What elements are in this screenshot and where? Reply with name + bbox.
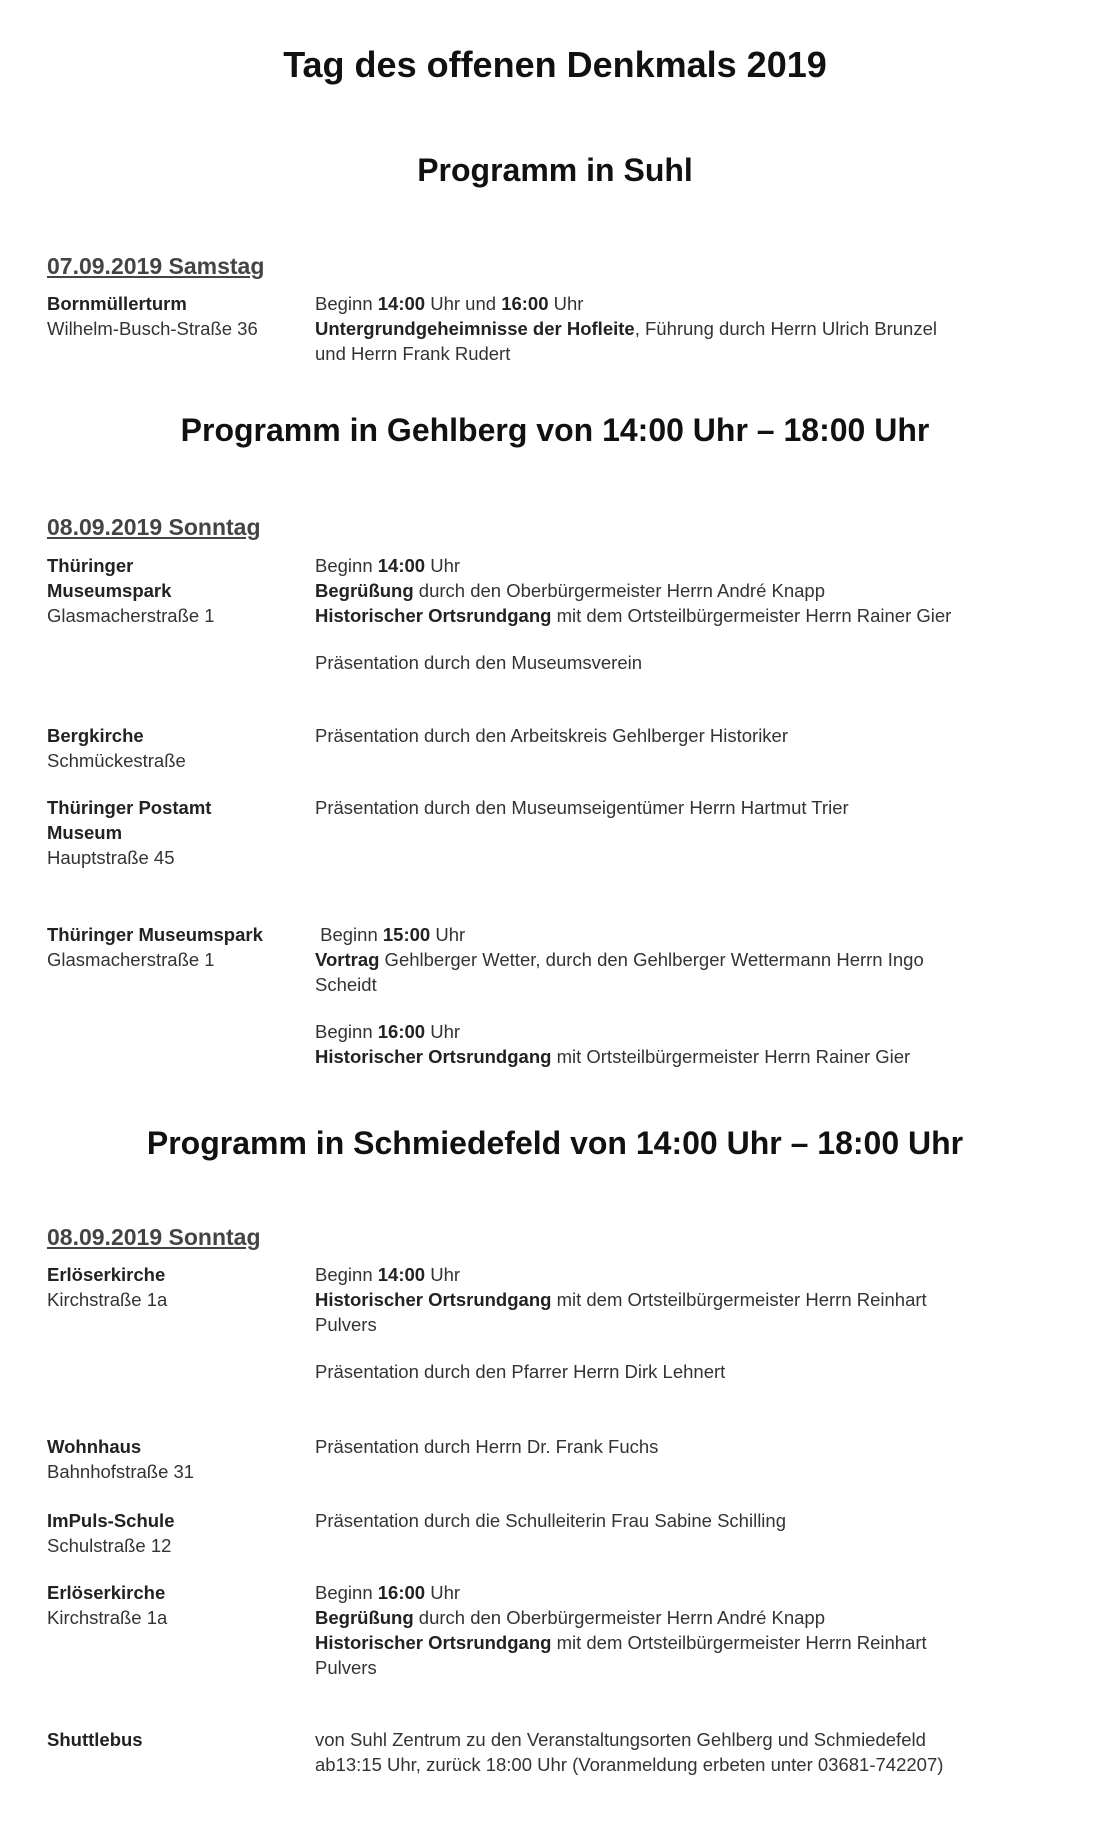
description-line: [315, 1044, 1075, 1069]
text: Präsentation durch den Museumseigentümer Herrn Hartmut Trier: [315, 797, 849, 818]
text: Uhr: [425, 1264, 461, 1285]
bold-text: 16:00: [377, 1582, 426, 1603]
text: Uhr: [425, 1582, 461, 1603]
text: Beginn: [315, 1021, 378, 1042]
location-name: Bergkirche: [47, 725, 144, 746]
paragraph-gap: [315, 1337, 1075, 1359]
description-line: [315, 341, 1075, 366]
description-line: [315, 922, 1075, 947]
event-description: [315, 795, 1075, 820]
description-line: [315, 1359, 1075, 1384]
location-name: Thüringer Postamt: [47, 797, 212, 818]
bold-text: 14:00: [377, 555, 426, 576]
location-name: Thüringer: [47, 555, 134, 576]
bold-text: Historischer Ortsrundgang: [315, 1046, 552, 1067]
description-line: [315, 1312, 1075, 1337]
location-name: Wohnhaus: [47, 1436, 142, 1457]
description-line: [315, 723, 1075, 748]
event-description: [315, 1508, 1075, 1533]
bold-text: Vortrag: [315, 949, 380, 970]
event-description: [315, 1727, 1075, 1777]
text: Uhr und: [425, 293, 502, 314]
description-line: [315, 1727, 1075, 1752]
bold-text: 16:00: [377, 1021, 426, 1042]
description-line: [315, 947, 1075, 972]
text: Präsentation durch den Arbeitskreis Gehlberger Historiker: [315, 725, 789, 746]
location-block: [47, 1262, 317, 1312]
text: mit dem Ortsteilbürgermeister Herrn Rainer Gier: [551, 605, 952, 626]
location-name: Bornmüllerturm: [47, 293, 187, 314]
location-block: [47, 723, 317, 773]
section-date: 08.09.2019 Sonntag: [47, 514, 261, 540]
event-description: [315, 723, 1075, 748]
location-address: Bahnhofstraße 31: [47, 1461, 195, 1482]
paragraph-gap: [315, 628, 1075, 650]
bold-text: 16:00: [501, 293, 549, 314]
event-description: [315, 1262, 1075, 1384]
text: Gehlberger Wetter, durch den Gehlberger Wettermann Herrn Ingo: [379, 949, 924, 970]
location-address: Wilhelm-Busch-Straße 36: [47, 318, 258, 339]
location-name: ImPuls-Schule: [47, 1510, 175, 1531]
description-line: [315, 1287, 1075, 1312]
text: Uhr: [425, 1021, 461, 1042]
bold-text: Historischer Ortsrundgang: [315, 1632, 552, 1653]
text: Beginn: [315, 1582, 378, 1603]
description-line: [315, 1752, 1075, 1777]
description-line: [315, 1019, 1075, 1044]
description-line: [315, 1580, 1075, 1605]
page-title: Tag des offenen Denkmals 2019: [283, 44, 827, 85]
location-block: [47, 1508, 317, 1558]
text: Präsentation durch Herrn Dr. Frank Fuchs: [315, 1436, 659, 1457]
bold-text: Historischer Ortsrundgang: [315, 1289, 552, 1310]
event-description: [315, 553, 1075, 675]
section-date: 07.09.2019 Samstag: [47, 253, 265, 279]
location-name: Shuttlebus: [47, 1729, 143, 1750]
location-block: [47, 553, 317, 628]
location-address: Schmückestraße: [47, 750, 186, 771]
location-name: Museumspark: [47, 580, 172, 601]
description-line: [315, 1630, 1075, 1655]
text: , Führung durch Herrn Ulrich Brunzel: [634, 318, 937, 339]
text: Beginn: [315, 293, 378, 314]
bold-text: 14:00: [377, 293, 426, 314]
bold-text: Untergrundgeheimnisse der Hofleite: [315, 318, 635, 339]
location-address: Glasmacherstraße 1: [47, 605, 215, 626]
description-line: [315, 316, 1075, 341]
text: durch den Oberbürgermeister Herrn André Knapp: [413, 1607, 825, 1628]
description-line: [315, 291, 1075, 316]
section-title: Programm in Suhl: [417, 152, 693, 188]
description-line: [315, 1262, 1075, 1287]
description-line: [315, 1434, 1075, 1459]
bold-text: Begrüßung: [315, 1607, 414, 1628]
section-title: Programm in Gehlberg von 14:00 Uhr – 18:00 Uhr: [180, 412, 930, 448]
event-description: [315, 1580, 1075, 1680]
location-name: Thüringer Museumspark: [47, 924, 263, 945]
description-line: [315, 1508, 1075, 1533]
description-line: [315, 795, 1075, 820]
description-line: [315, 972, 1075, 997]
location-name: Erlöserkirche: [47, 1582, 166, 1603]
text: Beginn: [315, 555, 378, 576]
location-address: Glasmacherstraße 1: [47, 949, 215, 970]
section-date: 08.09.2019 Sonntag: [47, 1224, 261, 1250]
location-name: Museum: [47, 822, 123, 843]
location-name: Erlöserkirche: [47, 1264, 166, 1285]
text: Pulvers: [315, 1657, 377, 1678]
description-line: [315, 578, 1075, 603]
text: Uhr: [430, 924, 466, 945]
description-line: [315, 650, 1075, 675]
description-line: [315, 553, 1075, 578]
text: Scheidt: [315, 974, 377, 995]
text: mit dem Ortsteilbürgermeister Herrn Reinhart: [551, 1289, 927, 1310]
location-address: Kirchstraße 1a: [47, 1607, 168, 1628]
text: Beginn: [315, 924, 383, 945]
event-description: [315, 1434, 1075, 1459]
location-block: [47, 291, 317, 341]
text: durch den Oberbürgermeister Herrn André Knapp: [413, 580, 825, 601]
text: Uhr: [425, 555, 461, 576]
location-block: [47, 1434, 317, 1484]
paragraph-gap: [315, 997, 1075, 1019]
bold-text: Begrüßung: [315, 580, 414, 601]
location-address: Kirchstraße 1a: [47, 1289, 168, 1310]
event-description: [315, 922, 1075, 1069]
text: Präsentation durch den Museumsverein: [315, 652, 643, 673]
text: Pulvers: [315, 1314, 377, 1335]
bold-text: 14:00: [377, 1264, 426, 1285]
description-line: [315, 1655, 1075, 1680]
text: Präsentation durch die Schulleiterin Frau Sabine Schilling: [315, 1510, 786, 1531]
bold-text: Historischer Ortsrundgang: [315, 605, 552, 626]
text: ab13:15 Uhr, zurück 18:00 Uhr (Voranmeldung erbeten unter 03681-742207): [315, 1754, 944, 1775]
location-address: Schulstraße 12: [47, 1535, 172, 1556]
text: Präsentation durch den Pfarrer Herrn Dirk Lehnert: [315, 1361, 726, 1382]
text: von Suhl Zentrum zu den Veranstaltungsorten Gehlberg und Schmiedefeld: [315, 1729, 926, 1750]
description-line: [315, 603, 1075, 628]
location-block: [47, 1727, 317, 1752]
description-line: [315, 1605, 1075, 1630]
location-block: [47, 795, 317, 870]
text: Uhr: [548, 293, 584, 314]
location-address: Hauptstraße 45: [47, 847, 175, 868]
location-block: [47, 1580, 317, 1630]
text: Beginn: [315, 1264, 378, 1285]
text: und Herrn Frank Rudert: [315, 343, 511, 364]
location-block: [47, 922, 317, 972]
text: mit dem Ortsteilbürgermeister Herrn Reinhart: [551, 1632, 927, 1653]
text: mit Ortsteilbürgermeister Herrn Rainer Gier: [551, 1046, 911, 1067]
event-description: [315, 291, 1075, 366]
bold-text: 15:00: [382, 924, 431, 945]
section-title: Programm in Schmiedefeld von 14:00 Uhr – 18:00 Uhr: [146, 1125, 964, 1161]
